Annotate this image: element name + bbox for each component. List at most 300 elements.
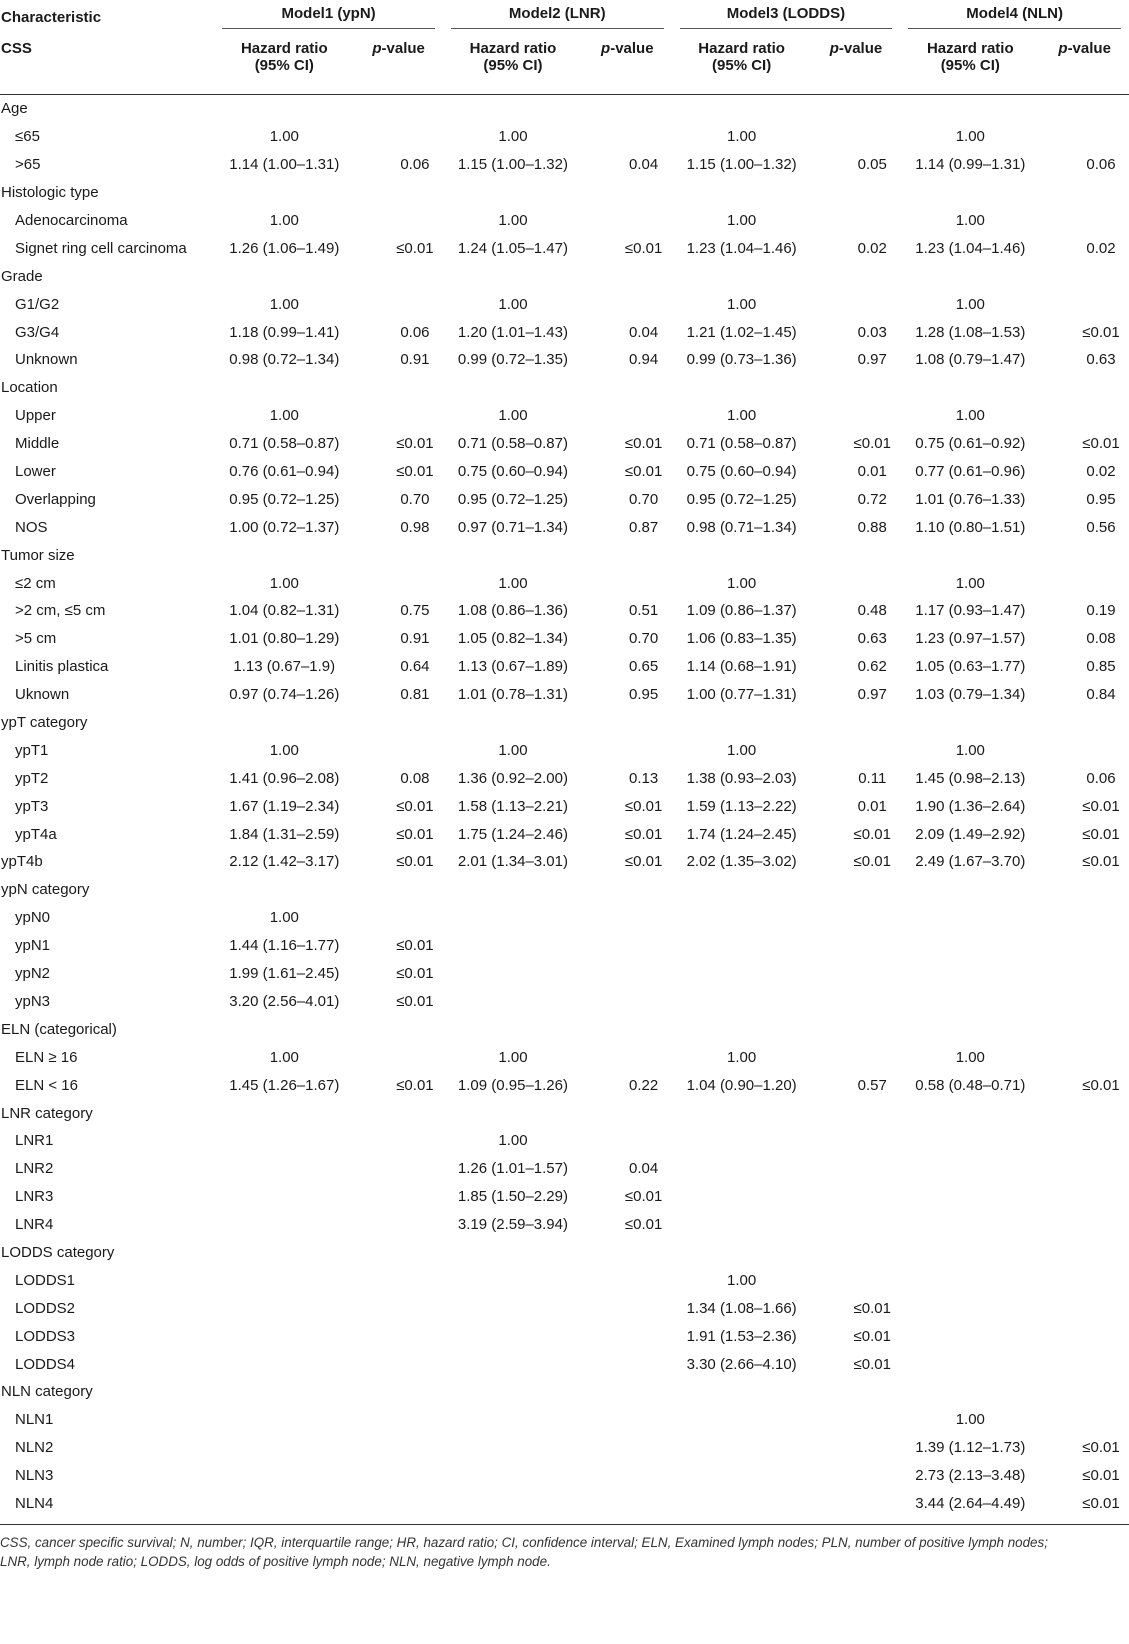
hazard-ratio-cell: 1.00 — [498, 574, 528, 592]
p-value-cell: ≤0.01 — [853, 435, 891, 453]
hazard-ratio-cell: 1.00 — [955, 212, 985, 229]
hazard-ratio-cell: 1.08 (0.86–1.36) — [457, 602, 568, 620]
group-row — [0, 541, 1129, 569]
hazard-ratio-cell — [900, 1266, 1040, 1294]
group-label: Histologic type — [1, 184, 99, 202]
table-row — [0, 764, 1129, 792]
hazard-ratio-cell — [900, 932, 1040, 960]
p-value-cell: 0.01 — [857, 463, 887, 481]
hazard-ratio-cell — [443, 1434, 583, 1462]
row-label: NLN2 — [15, 1439, 54, 1457]
footnote-line-2: LNR, lymph node ratio; LODDS, log odds of positive lymph node; NLN, negative lymph node. — [0, 1554, 551, 1569]
p-value-cell — [354, 1043, 443, 1071]
hazard-ratio-cell: 2.09 (1.49–2.92) — [915, 825, 1026, 843]
p-value-cell: 0.70 — [628, 630, 659, 648]
p-value-cell: 0.62 — [857, 658, 887, 676]
p-value-cell — [1040, 988, 1129, 1016]
hazard-ratio-cell: 1.01 (0.78–1.31) — [457, 686, 568, 704]
hazard-ratio-cell: 0.95 (0.72–1.25) — [229, 490, 340, 508]
p-value-cell — [583, 988, 672, 1016]
table-row — [0, 318, 1129, 346]
hazard-ratio-cell — [672, 1211, 812, 1239]
hazard-ratio-cell — [214, 1266, 354, 1294]
row-label: ≤2 cm — [15, 574, 56, 592]
p-value-cell — [583, 1406, 672, 1434]
p-value-cell: ≤0.01 — [1082, 1494, 1120, 1512]
p-value-cell — [1040, 736, 1129, 764]
row-label: LNR4 — [15, 1216, 54, 1234]
hazard-ratio-cell: 1.67 (1.19–2.34) — [229, 797, 340, 815]
p-value-cell — [354, 1434, 443, 1462]
hazard-ratio-cell: 2.02 (1.35–3.02) — [686, 853, 797, 871]
table-row — [0, 736, 1129, 764]
hazard-ratio-cell: 1.00 — [727, 1048, 757, 1066]
hazard-ratio-cell: 1.36 (0.92–2.00) — [457, 769, 568, 787]
table-row — [0, 597, 1129, 625]
header-characteristic: Characteristic — [1, 8, 102, 26]
group-row — [0, 876, 1129, 904]
header-outcome: CSS — [0, 34, 214, 95]
hazard-ratio-cell: 1.00 — [498, 1132, 528, 1150]
group-row — [0, 1378, 1129, 1406]
hazard-ratio-cell: 0.75 (0.61–0.92) — [915, 435, 1026, 453]
hazard-ratio-cell: 1.23 (1.04–1.46) — [915, 239, 1026, 257]
p-value-cell: 0.06 — [1086, 769, 1116, 787]
p-value-cell: 0.04 — [628, 1160, 659, 1178]
table-row — [0, 1434, 1129, 1462]
hazard-ratio-cell — [672, 1183, 812, 1211]
row-label: ypN0 — [15, 909, 51, 927]
row-label: ypT1 — [15, 741, 49, 759]
p-value-cell: ≤0.01 — [853, 1355, 891, 1373]
row-label: NLN3 — [15, 1467, 54, 1485]
header-model-2: Model2 (LNR) — [443, 0, 672, 34]
hazard-ratio-cell: 1.13 (0.67–1.9) — [233, 658, 336, 676]
table-row — [0, 1462, 1129, 1490]
row-label: ELN ≥ 16 — [15, 1048, 78, 1066]
p-value-cell: ≤0.01 — [624, 825, 663, 843]
hazard-ratio-cell: 1.74 (1.24–2.45) — [686, 825, 797, 843]
p-value-cell — [583, 1350, 672, 1378]
group-label: Grade — [1, 267, 43, 285]
p-value-cell — [812, 1462, 901, 1490]
p-value-cell — [583, 1266, 672, 1294]
table-body — [0, 95, 1129, 1518]
table-row — [0, 932, 1129, 960]
hazard-ratio-cell: 1.04 (0.82–1.31) — [229, 602, 340, 620]
hazard-ratio-cell: 1.09 (0.86–1.37) — [686, 602, 797, 620]
p-value-cell: 0.06 — [400, 156, 430, 174]
hazard-ratio-cell: 1.00 — [498, 128, 528, 146]
p-value-cell: 0.65 — [628, 658, 659, 676]
hazard-ratio-cell — [214, 1462, 354, 1490]
group-row — [0, 1239, 1129, 1267]
hazard-ratio-cell: 3.19 (2.59–3.94) — [457, 1216, 568, 1234]
table-row — [0, 485, 1129, 513]
p-value-cell: ≤0.01 — [396, 825, 434, 843]
p-value-cell — [354, 290, 443, 318]
hazard-ratio-cell: 1.21 (1.02–1.45) — [686, 323, 797, 341]
p-value-cell — [1040, 1266, 1129, 1294]
group-label: LNR category — [1, 1104, 93, 1122]
p-value-cell: 0.91 — [400, 630, 430, 648]
p-value-cell: ≤0.01 — [624, 1188, 663, 1206]
p-value-cell: ≤0.01 — [1082, 1439, 1120, 1457]
p-value-cell — [354, 1211, 443, 1239]
p-value-cell — [812, 1266, 901, 1294]
row-label: ypN2 — [15, 965, 51, 983]
hazard-ratio-cell — [900, 1155, 1040, 1183]
row-label: NLN4 — [15, 1494, 54, 1512]
row-label: >5 cm — [15, 630, 57, 648]
p-value-cell — [583, 904, 672, 932]
p-value-cell: 0.56 — [1086, 518, 1116, 536]
p-value-cell: 0.97 — [857, 351, 887, 369]
hazard-ratio-cell: 0.98 (0.72–1.34) — [229, 351, 340, 369]
p-value-cell — [812, 960, 901, 988]
hazard-ratio-cell: 1.14 (0.68–1.91) — [686, 658, 797, 676]
p-value-cell: 0.48 — [857, 602, 887, 620]
hazard-ratio-cell: 1.00 — [269, 295, 299, 313]
hazard-ratio-cell — [214, 1434, 354, 1462]
row-label: G3/G4 — [15, 323, 60, 341]
p-value-cell: 0.02 — [1086, 239, 1116, 257]
group-label: Location — [1, 379, 58, 397]
hazard-ratio-cell: 0.98 (0.71–1.34) — [686, 518, 797, 536]
hazard-ratio-cell: 1.00 — [269, 407, 299, 425]
hazard-ratio-cell: 1.01 (0.76–1.33) — [915, 490, 1026, 508]
hazard-ratio-cell — [443, 960, 583, 988]
p-value-cell: 0.88 — [857, 518, 887, 536]
row-label: Middle — [15, 435, 60, 453]
row-label: LODDS4 — [15, 1355, 76, 1373]
p-value-cell — [812, 988, 901, 1016]
hazard-ratio-cell: 1.00 — [498, 1048, 528, 1066]
hazard-ratio-cell: 3.44 (2.64–4.49) — [915, 1494, 1026, 1512]
table-row — [0, 848, 1129, 876]
hazard-ratio-cell: 1.45 (0.98–2.13) — [915, 769, 1026, 787]
p-value-cell — [812, 1211, 901, 1239]
hazard-ratio-cell — [443, 904, 583, 932]
row-label: Uknown — [15, 686, 70, 704]
group-label: Age — [1, 100, 28, 118]
hazard-ratio-cell: 1.00 — [269, 741, 299, 759]
p-value-cell: 0.08 — [1086, 630, 1116, 648]
row-label: Unknown — [15, 351, 78, 369]
hazard-ratio-cell: 1.28 (1.08–1.53) — [915, 323, 1026, 341]
hazard-ratio-cell: 1.58 (1.13–2.21) — [457, 797, 568, 815]
hazard-ratio-cell — [443, 1406, 583, 1434]
row-label: ypT4a — [15, 825, 57, 843]
p-value-cell: 0.08 — [400, 769, 430, 787]
group-row — [0, 95, 1129, 123]
table-row — [0, 402, 1129, 430]
hazard-ratio-cell — [672, 932, 812, 960]
hazard-ratio-cell: 1.00 — [269, 128, 299, 146]
table-row — [0, 1322, 1129, 1350]
p-value-cell — [1040, 1043, 1129, 1071]
hazard-ratio-cell: 1.20 (1.01–1.43) — [457, 323, 568, 341]
hazard-ratio-cell: 1.00 — [498, 295, 528, 313]
hazard-ratio-cell: 1.00 — [269, 574, 299, 592]
hazard-ratio-cell: 1.13 (0.67–1.89) — [457, 658, 568, 676]
group-row — [0, 1099, 1129, 1127]
p-value-cell — [583, 932, 672, 960]
hazard-ratio-cell: 0.76 (0.61–0.94) — [229, 463, 340, 481]
hazard-ratio-cell: 1.09 (0.95–1.26) — [457, 1076, 568, 1094]
p-value-cell: 0.84 — [1086, 686, 1116, 704]
hazard-ratio-cell: 1.14 (1.00–1.31) — [229, 156, 340, 174]
p-value-cell — [354, 1127, 443, 1155]
row-label: LNR1 — [15, 1132, 54, 1150]
hazard-ratio-cell: 2.49 (1.67–3.70) — [915, 853, 1026, 871]
row-label: Overlapping — [15, 490, 96, 508]
hazard-ratio-cell — [672, 1462, 812, 1490]
hazard-ratio-cell: 1.23 (1.04–1.46) — [686, 239, 797, 257]
p-value-cell — [812, 904, 901, 932]
p-value-cell: 0.98 — [400, 518, 430, 536]
hazard-ratio-cell — [443, 1322, 583, 1350]
p-value-cell: 0.04 — [628, 323, 659, 341]
hazard-ratio-cell: 1.04 (0.90–1.20) — [686, 1076, 797, 1094]
p-value-cell: 0.95 — [628, 686, 659, 704]
p-value-cell: ≤0.01 — [1082, 435, 1120, 453]
hazard-ratio-cell: 1.00 — [269, 909, 299, 927]
table-row — [0, 207, 1129, 235]
hazard-ratio-cell: 1.00 — [955, 407, 985, 425]
table-row — [0, 346, 1129, 374]
hazard-ratio-cell: 1.00 (0.77–1.31) — [686, 686, 797, 704]
p-value-cell: ≤0.01 — [1082, 323, 1120, 341]
hazard-ratio-cell: 1.34 (1.08–1.66) — [686, 1299, 797, 1317]
p-value-cell: 0.64 — [400, 658, 430, 676]
header-model-1: Model1 (ypN) — [214, 0, 443, 34]
p-value-cell: 0.01 — [857, 797, 887, 815]
p-value-cell — [1040, 932, 1129, 960]
p-value-cell: 0.13 — [628, 769, 659, 787]
hazard-ratio-cell: 1.99 (1.61–2.45) — [229, 965, 340, 983]
p-value-cell: 0.06 — [400, 323, 430, 341]
hazard-ratio-cell: 0.75 (0.60–0.94) — [457, 463, 568, 481]
hazard-ratio-cell: 1.14 (0.99–1.31) — [915, 156, 1026, 174]
p-value-cell — [354, 569, 443, 597]
header-hazard-ratio: Hazard ratio (95% CI) — [672, 34, 812, 95]
header-model-3: Model3 (LODDS) — [672, 0, 901, 34]
p-value-cell: ≤0.01 — [396, 239, 434, 257]
table-row — [0, 1127, 1129, 1155]
row-label: G1/G2 — [15, 295, 60, 313]
p-value-cell — [1040, 1211, 1129, 1239]
header-row-models — [0, 0, 1129, 34]
p-value-cell — [1040, 1183, 1129, 1211]
group-label: LODDS category — [1, 1243, 115, 1261]
table-row — [0, 820, 1129, 848]
hazard-ratio-cell: 1.00 — [955, 128, 985, 146]
p-value-cell: 0.19 — [1086, 602, 1116, 620]
p-value-cell: ≤0.01 — [396, 1076, 434, 1094]
table-row — [0, 458, 1129, 486]
hazard-ratio-cell: 1.00 — [727, 407, 757, 425]
hazard-ratio-cell: 0.58 (0.48–0.71) — [915, 1076, 1026, 1094]
p-value-cell: ≤0.01 — [1082, 1467, 1120, 1485]
table-row — [0, 1043, 1129, 1071]
hazard-ratio-cell: 0.95 (0.72–1.25) — [686, 490, 797, 508]
group-row — [0, 262, 1129, 290]
hazard-ratio-cell — [214, 1183, 354, 1211]
hazard-ratio-cell — [672, 988, 812, 1016]
hazard-ratio-cell: 2.73 (2.13–3.48) — [915, 1467, 1026, 1485]
table-row — [0, 234, 1129, 262]
p-value-cell: ≤0.01 — [853, 853, 891, 871]
hazard-ratio-cell: 0.71 (0.58–0.87) — [457, 435, 568, 453]
hazard-ratio-cell: 1.00 — [727, 295, 757, 313]
row-label: >65 — [15, 156, 41, 174]
p-value-cell — [812, 1043, 901, 1071]
table-row — [0, 988, 1129, 1016]
table-row — [0, 569, 1129, 597]
hazard-ratio-cell — [900, 1294, 1040, 1322]
hazard-ratio-cell: 2.01 (1.34–3.01) — [457, 853, 568, 871]
p-value-cell: ≤0.01 — [1082, 853, 1120, 871]
hazard-ratio-cell: 1.00 — [498, 741, 528, 759]
p-value-cell — [583, 1434, 672, 1462]
p-value-cell: ≤0.01 — [1082, 1076, 1120, 1094]
hazard-ratio-cell: 1.00 — [955, 295, 985, 313]
p-value-cell: ≤0.01 — [1082, 825, 1120, 843]
hazard-ratio-cell: 1.00 (0.72–1.37) — [229, 518, 340, 536]
hazard-ratio-cell: 1.06 (0.83–1.35) — [686, 630, 797, 648]
hazard-ratio-cell — [214, 1406, 354, 1434]
hazard-ratio-cell: 1.10 (0.80–1.51) — [915, 518, 1026, 536]
hazard-ratio-cell — [214, 1211, 354, 1239]
hazard-ratio-cell: 1.26 (1.06–1.49) — [229, 239, 340, 257]
group-row — [0, 1015, 1129, 1043]
p-value-cell — [583, 1490, 672, 1518]
p-value-cell — [583, 402, 672, 430]
p-value-cell — [1040, 1155, 1129, 1183]
header-p-value: p-value — [583, 34, 672, 95]
p-value-cell — [583, 569, 672, 597]
hazard-ratio-cell: 1.15 (1.00–1.32) — [686, 156, 797, 174]
p-value-cell — [583, 207, 672, 235]
p-value-cell — [1040, 960, 1129, 988]
p-value-cell: ≤0.01 — [624, 239, 663, 257]
p-value-cell: 0.94 — [628, 351, 659, 369]
p-value-cell — [583, 960, 672, 988]
p-value-cell — [812, 1406, 901, 1434]
hazard-ratio-cell — [672, 1406, 812, 1434]
table-row — [0, 151, 1129, 179]
row-label: ypT2 — [15, 769, 49, 787]
hazard-ratio-cell: 1.75 (1.24–2.46) — [457, 825, 568, 843]
group-label: Tumor size — [1, 546, 75, 564]
table-row — [0, 1294, 1129, 1322]
table-row — [0, 653, 1129, 681]
p-value-cell: ≤0.01 — [853, 825, 891, 843]
hazard-ratio-cell: 1.17 (0.93–1.47) — [915, 602, 1026, 620]
hazard-ratio-cell: 1.00 — [727, 128, 757, 146]
p-value-cell — [354, 1350, 443, 1378]
p-value-cell: 0.02 — [1086, 463, 1116, 481]
p-value-cell: 0.97 — [857, 686, 887, 704]
row-label: Linitis plastica — [15, 658, 109, 676]
hazard-ratio-cell: 1.00 — [498, 407, 528, 425]
footnote-line-1: CSS, cancer specific survival; N, number; IQR, interquartile range; HR, hazard ratio; CI, confidence interval; ELN, Examined lymph nodes; PLN, number of positive lymph nodes; — [0, 1535, 1048, 1550]
hazard-ratio-cell: 0.97 (0.71–1.34) — [457, 518, 568, 536]
hazard-ratio-cell: 1.26 (1.01–1.57) — [457, 1160, 568, 1178]
p-value-cell — [812, 1434, 901, 1462]
hazard-ratio-cell: 1.00 — [955, 574, 985, 592]
hazard-ratio-cell: 1.00 — [727, 574, 757, 592]
p-value-cell: 0.51 — [628, 602, 659, 620]
p-value-cell: 0.02 — [857, 239, 887, 257]
hazard-ratio-cell: 1.84 (1.31–2.59) — [229, 825, 340, 843]
hazard-ratio-cell — [443, 1266, 583, 1294]
hazard-ratio-cell: 1.18 (0.99–1.41) — [229, 323, 340, 341]
table-row — [0, 1266, 1129, 1294]
p-value-cell: ≤0.01 — [624, 435, 663, 453]
row-label: ypT4b — [1, 853, 43, 871]
table-row — [0, 904, 1129, 932]
p-value-cell: 0.63 — [1086, 351, 1116, 369]
hazard-ratio-cell — [672, 1127, 812, 1155]
row-label: LODDS1 — [15, 1271, 76, 1289]
hazard-ratio-cell: 1.00 — [955, 1411, 985, 1429]
hazard-ratio-cell — [214, 1350, 354, 1378]
hazard-ratio-cell — [900, 1350, 1040, 1378]
header-p-value: p-value — [354, 34, 443, 95]
p-value-cell: ≤0.01 — [624, 1216, 663, 1234]
hazard-ratio-cell: 1.91 (1.53–2.36) — [686, 1327, 797, 1345]
table-row — [0, 513, 1129, 541]
p-value-cell — [1040, 402, 1129, 430]
p-value-cell — [354, 402, 443, 430]
p-value-cell — [583, 123, 672, 151]
hazard-ratio-cell: 1.00 — [955, 1048, 985, 1066]
table-row — [0, 1183, 1129, 1211]
hazard-ratio-cell — [672, 1155, 812, 1183]
hazard-ratio-cell — [443, 1462, 583, 1490]
p-value-cell — [812, 207, 901, 235]
hazard-ratio-cell — [214, 1322, 354, 1350]
p-value-cell — [812, 1127, 901, 1155]
p-value-cell — [812, 1490, 901, 1518]
p-value-cell — [812, 402, 901, 430]
hazard-ratio-cell: 3.30 (2.66–4.10) — [686, 1355, 797, 1373]
p-value-cell — [354, 736, 443, 764]
row-label: LODDS2 — [15, 1299, 76, 1317]
hazard-ratio-cell: 1.24 (1.05–1.47) — [457, 239, 568, 257]
p-value-cell: 0.06 — [1086, 156, 1116, 174]
table-footnote — [0, 1524, 1129, 1571]
p-value-cell: ≤0.01 — [396, 435, 434, 453]
p-value-cell: ≤0.01 — [853, 1327, 891, 1345]
row-label: Adenocarcinoma — [15, 212, 128, 229]
row-label: >2 cm, ≤5 cm — [15, 602, 106, 620]
p-value-cell — [1040, 290, 1129, 318]
p-value-cell — [812, 1155, 901, 1183]
row-label: LNR3 — [15, 1188, 54, 1206]
hazard-ratio-cell — [672, 960, 812, 988]
p-value-cell: 0.72 — [857, 490, 887, 508]
header-hazard-ratio: Hazard ratio (95% CI) — [214, 34, 354, 95]
table-row — [0, 430, 1129, 458]
p-value-cell: 0.95 — [1086, 490, 1116, 508]
hazard-ratio-cell: 1.03 (0.79–1.34) — [915, 686, 1026, 704]
p-value-cell — [354, 207, 443, 235]
hazard-ratio-cell: 1.15 (1.00–1.32) — [457, 156, 568, 174]
p-value-cell: 0.87 — [628, 518, 659, 536]
